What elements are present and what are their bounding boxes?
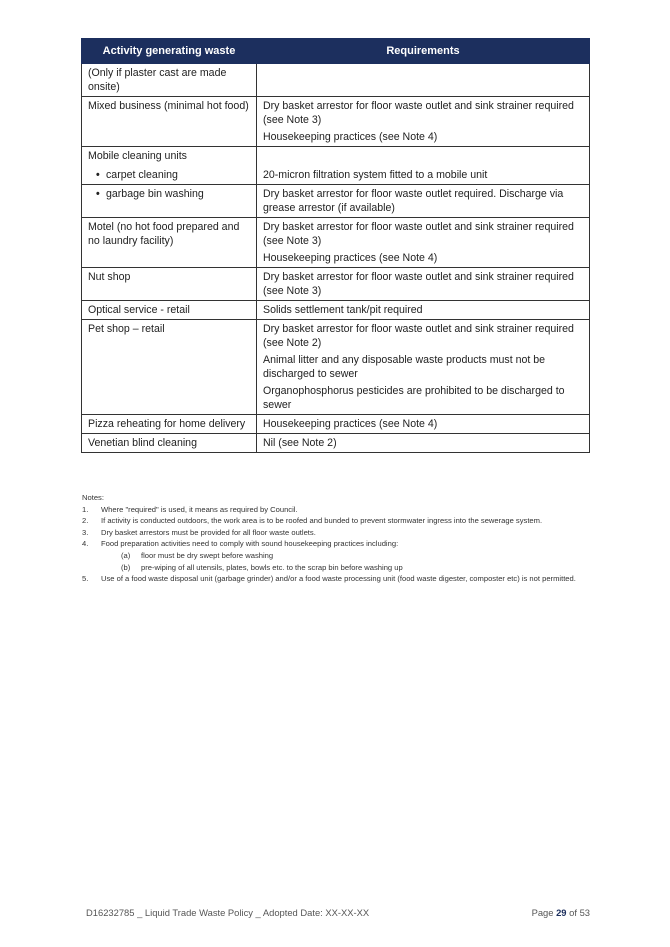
requirement-text: Organophosphorus pesticides are prohibited to be discharged to sewer <box>263 385 565 411</box>
activity-subitem: • garbage bin washing <box>88 187 250 201</box>
note-text: Where "required" is used, it means as required by Council. <box>101 504 298 514</box>
activity-cell: Nut shop <box>82 268 257 301</box>
requirements-cell <box>257 97 590 147</box>
document-reference: D16232785 _ Liquid Trade Waste Policy _ Adopted Date: XX-XX-XX <box>86 907 370 918</box>
page-of: of <box>569 907 577 918</box>
activity-cell: (Only if plaster cast are made onsite) <box>82 64 257 97</box>
note-text: If activity is conducted outdoors, the work area is to be roofed and bunded to prevent stormwater ingress into the sewerage system. <box>101 516 543 526</box>
notes-title: Notes: <box>82 493 104 502</box>
requirements-cell: Solids settlement tank/pit required <box>257 301 590 320</box>
note-item <box>82 504 592 516</box>
note-number: 1. <box>82 504 89 514</box>
page-number <box>532 907 590 918</box>
table-row <box>82 185 590 218</box>
activity-cell: Mixed business (minimal hot food) <box>82 97 257 147</box>
note-subitem-label: (a) <box>121 550 131 560</box>
table-header-row <box>82 39 590 64</box>
table-row <box>82 64 590 97</box>
note-text: Use of a food waste disposal unit (garbage grinder) and/or a food waste processing unit (food waste digester, composter etc) is not permitted. <box>101 574 576 584</box>
activity-text: Mobile cleaning units <box>88 150 187 162</box>
total-pages: 53 <box>579 907 590 918</box>
requirements-cell: Nil (see Note 2) <box>257 434 590 453</box>
table-row <box>82 268 590 301</box>
note-number: 5. <box>82 574 89 584</box>
table-row <box>82 218 590 268</box>
activity-cell: Optical service - retail <box>82 301 257 320</box>
table-row <box>82 147 590 185</box>
note-number: 4. <box>82 539 89 549</box>
requirement-text: Animal litter and any disposable waste products must not be discharged to sewer <box>263 354 546 380</box>
note-item <box>82 527 592 539</box>
notes-section <box>82 492 592 585</box>
requirement-text: Housekeeping practices (see Note 4) <box>263 252 438 264</box>
note-subitem <box>82 562 592 574</box>
requirements-cell: Housekeeping practices (see Note 4) <box>257 415 590 434</box>
note-number: 3. <box>82 527 89 537</box>
requirements-cell: Dry basket arrestor for floor waste outlet and sink strainer required (see Note 3) <box>257 268 590 301</box>
activity-cell: Motel (no hot food prepared and no laundry facility) <box>82 218 257 268</box>
note-subitem-text: pre-wiping of all utensils, plates, bowls etc. to the scrap bin before washing up <box>141 562 403 572</box>
requirements-cell: Dry basket arrestor for floor waste outlet required. Discharge via grease arrestor (if available) <box>257 185 590 218</box>
table-row <box>82 301 590 320</box>
requirement-text: Dry basket arrestor for floor waste outlet and sink strainer required (see Note 2) <box>263 323 574 349</box>
requirements-table <box>81 38 590 453</box>
table-row <box>82 434 590 453</box>
note-text: Dry basket arrestors must be provided for all floor waste outlets. <box>101 527 316 537</box>
requirements-cell <box>257 218 590 268</box>
table-row <box>82 320 590 415</box>
requirement-text: Dry basket arrestor for floor waste outlet and sink strainer required (see Note 3) <box>263 100 574 126</box>
note-number: 2. <box>82 516 89 526</box>
note-item <box>82 515 592 527</box>
note-item <box>82 573 592 585</box>
page-prefix: Page <box>531 907 554 918</box>
header-activity: Activity generating waste <box>82 39 257 64</box>
note-subitem-text: floor must be dry swept before washing <box>141 550 274 560</box>
note-text: Food preparation activities need to comply with sound housekeeping practices including: <box>101 539 399 549</box>
note-subitem-label: (b) <box>121 562 131 572</box>
requirements-cell <box>257 320 590 415</box>
current-page: 29 <box>556 907 567 918</box>
page-footer <box>86 907 590 918</box>
requirement-text: 20-micron filtration system fitted to a mobile unit <box>263 169 488 181</box>
note-item <box>82 538 592 550</box>
activity-cell: Pizza reheating for home delivery <box>82 415 257 434</box>
table-row <box>82 415 590 434</box>
activity-cell: Pet shop – retail <box>82 320 257 415</box>
header-requirements: Requirements <box>257 39 590 64</box>
table-row <box>82 97 590 147</box>
requirement-text: Housekeeping practices (see Note 4) <box>263 131 438 143</box>
activity-cell <box>82 147 257 185</box>
requirement-text: Dry basket arrestor for floor waste outlet and sink strainer required (see Note 3) <box>263 221 574 247</box>
requirements-cell <box>257 147 590 185</box>
requirements-cell <box>257 64 590 97</box>
activity-subitem: • carpet cleaning <box>88 168 250 182</box>
note-subitem <box>82 550 592 562</box>
activity-cell: Venetian blind cleaning <box>82 434 257 453</box>
activity-cell <box>82 185 257 218</box>
